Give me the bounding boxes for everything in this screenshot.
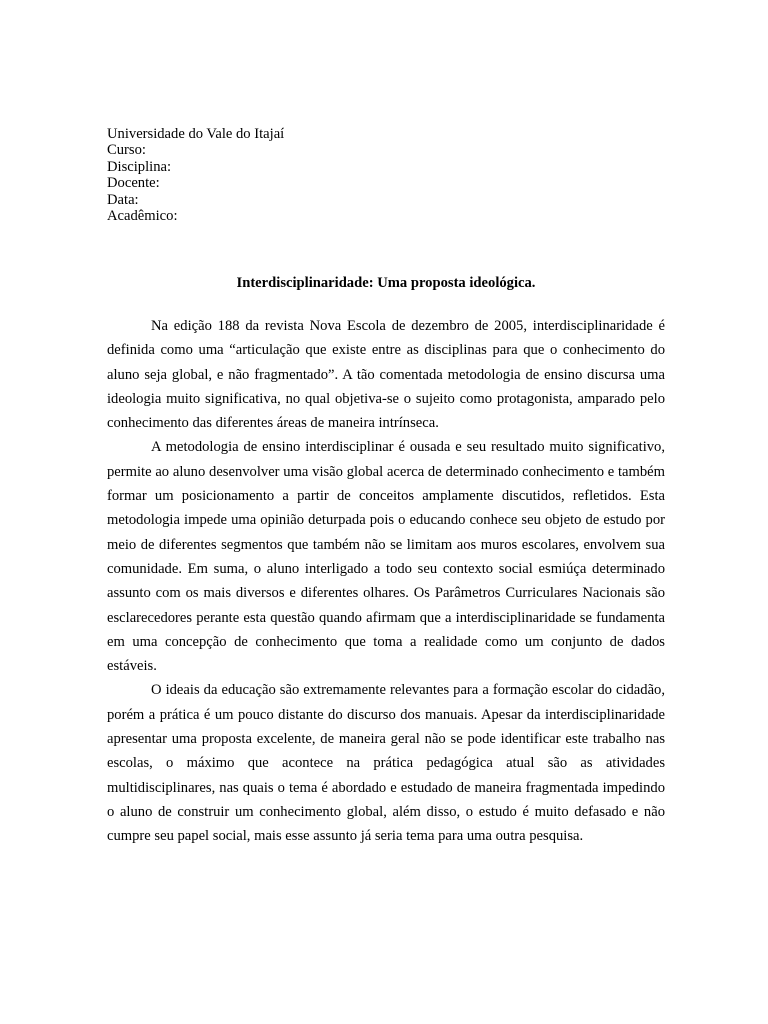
paragraph-2: A metodologia de ensino interdisciplinar é ousada e seu resultado muito significativo, permite ao aluno desenvolver uma visão global acerca de determinado conhecimento e também formar um posicionamento a partir de conceitos amplamente discutidos, refletidos. Esta metodologia impede uma opinião deturpada pois o educando conhece seu objeto de estudo por meio de diferentes segmentos que também não se limitam aos muros escolares, envolvem sua comunidade. Em suma, o aluno interligado a todo seu contexto social esmiúça determinado assunto com os mais diversos e diferentes olhares. Os Parâmetros Curriculares Nacionais são esclarecedores perante esta questão quando afirmam que a interdisciplinaridade se fundamenta em uma concepção de conhecimento que toma a realidade como um conjunto de dados estáveis. [107, 439, 665, 675]
teacher-field: Docente: [107, 175, 160, 192]
university-name: Universidade do Vale do Itajaí [107, 126, 285, 142]
document-title: Interdisciplinaridade: Uma proposta ideológica. [236, 275, 536, 291]
paragraph-3: O ideais da educação são extremamente relevantes para a formação escolar do cidadão, porém a prática é um pouco distante do discurso dos manuais. Apesar da interdisciplinaridade apresentar uma proposta excelente, de maneira geral não se pode identificar este trabalho nas escolas, o máximo que acontece na prática pedagógica atual são as atividades multidisciplinares, nas quais o tema é abordado e estudado de maneira fragmentada impedindo o aluno de construir um conhecimento global, além disso, o estudo é muito defasado e não cumpre seu papel social, mais esse assunto já seria tema para uma outra pesquisa. [107, 682, 665, 845]
course-field: Curso: [107, 142, 146, 159]
discipline-field: Disciplina: [107, 158, 172, 175]
document-body [107, 314, 665, 849]
document-header [107, 126, 607, 224]
paragraph-1: Na edição 188 da revista Nova Escola de dezembro de 2005, interdisciplinaridade é definida como uma “articulação que existe entre as disciplinas para que o conhecimento do aluno seja global, e não fragmentado”. A tão comentada metodologia de ensino discursa uma ideologia muito significativa, no qual objetiva-se o sujeito como protagonista, amparado pelo conhecimento das diferentes áreas de maneira intrínseca. [107, 318, 665, 432]
date-field: Data: [107, 191, 139, 208]
student-field: Acadêmico: [107, 208, 178, 225]
